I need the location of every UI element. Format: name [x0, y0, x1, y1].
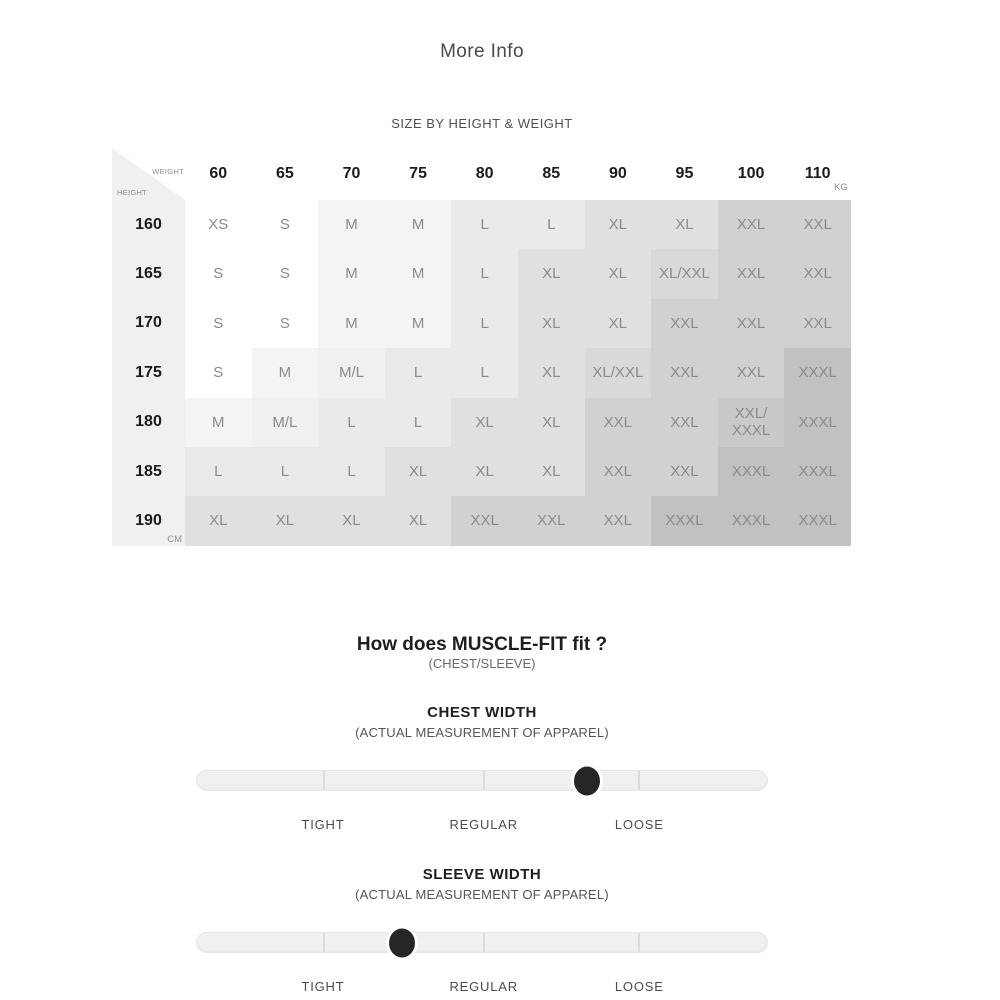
- size-cell: XL: [518, 447, 585, 496]
- size-cell: XXXL: [718, 447, 785, 496]
- scale-label-regular: REGULAR: [449, 979, 518, 994]
- slider-track: [196, 770, 768, 791]
- slider-tick-mark: [638, 933, 640, 952]
- weight-unit-label: KG: [834, 182, 848, 193]
- size-cell: S: [185, 348, 252, 397]
- size-cell: XXL: [651, 447, 718, 496]
- size-cell: XXL: [784, 249, 851, 298]
- height-header-cell: 175: [135, 363, 162, 381]
- slider-tick-mark: [638, 771, 640, 790]
- scale-label-tight: TIGHT: [301, 979, 345, 994]
- height-header-cell: 190: [135, 512, 162, 530]
- size-cell: M: [185, 398, 252, 447]
- size-cell: L: [451, 348, 518, 397]
- weight-header-cell: 70: [342, 165, 361, 182]
- size-cell: M: [385, 200, 452, 249]
- height-header-cells: [112, 200, 185, 546]
- size-cell: M: [318, 200, 385, 249]
- height-header-cell: 170: [135, 314, 162, 332]
- size-cell: XXL: [718, 348, 785, 397]
- size-cell: XL: [518, 299, 585, 348]
- slider-tick-mark: [323, 933, 325, 952]
- size-cell: L: [451, 299, 518, 348]
- size-cell: XL: [185, 496, 252, 545]
- size-cell: XL: [451, 447, 518, 496]
- height-header-cell: 185: [135, 462, 162, 480]
- size-cell: XXL: [784, 200, 851, 249]
- size-cell: L: [385, 348, 452, 397]
- weight-header-cell: 90: [608, 165, 627, 182]
- size-cell: M/L: [252, 398, 319, 447]
- fit-section-subheading: (CHEST/SLEEVE): [428, 656, 536, 671]
- size-cell: XXXL: [784, 447, 851, 496]
- height-header-cell: 160: [135, 215, 162, 233]
- size-cell: L: [318, 398, 385, 447]
- size-cell: L: [318, 447, 385, 496]
- fit-indicator-dot: [571, 763, 603, 798]
- size-cell: XL: [385, 496, 452, 545]
- size-cell: XXXL: [784, 398, 851, 447]
- size-cell: L: [451, 200, 518, 249]
- height-header-cell: 180: [135, 413, 162, 431]
- size-cell: XL: [518, 348, 585, 397]
- size-cell: XXL: [651, 348, 718, 397]
- size-cell: XXL: [784, 299, 851, 348]
- size-cell: XS: [185, 200, 252, 249]
- slider-tick-mark: [483, 771, 485, 790]
- size-cell: XL: [318, 496, 385, 545]
- slider-title: SLEEVE WIDTH: [422, 866, 542, 883]
- scale-label-tight: TIGHT: [301, 817, 345, 832]
- size-cell: XXL: [651, 398, 718, 447]
- weight-header-cell: 110: [804, 165, 831, 182]
- fit-slider-sleeve: [0, 866, 964, 996]
- weight-header-cell: 65: [275, 165, 294, 182]
- size-cell: XXL: [718, 200, 785, 249]
- slider-track: [196, 932, 768, 953]
- size-cell: L: [385, 398, 452, 447]
- size-cell: XL: [518, 249, 585, 298]
- size-cell: XXL: [651, 299, 718, 348]
- weight-axis-label: WEIGHT: [152, 167, 184, 176]
- size-cell: XXL/ XXXL: [718, 398, 785, 447]
- scale-label-loose: LOOSE: [614, 979, 664, 994]
- height-unit-label: CM: [167, 534, 182, 545]
- weight-header-cell: 95: [675, 165, 694, 182]
- size-cell: S: [252, 299, 319, 348]
- table-corner-cell: [112, 148, 185, 200]
- size-cell: XL: [451, 398, 518, 447]
- size-cell: XL: [651, 200, 718, 249]
- size-cell: XL/XXL: [585, 348, 652, 397]
- slider-title: CHEST WIDTH: [427, 704, 537, 721]
- scale-label-regular: REGULAR: [449, 817, 518, 832]
- page-title: More Info: [440, 41, 524, 62]
- size-cell: XL: [585, 299, 652, 348]
- size-cell: L: [451, 249, 518, 298]
- slider-subtitle: (ACTUAL MEASUREMENT OF APPAREL): [355, 725, 609, 740]
- scale-labels-row: [0, 979, 964, 995]
- size-cell: XXL: [718, 249, 785, 298]
- weight-header-cell: 75: [409, 165, 427, 182]
- size-cell: XXL: [451, 496, 518, 545]
- weight-header-cell: 85: [542, 165, 561, 182]
- size-cell: XL: [252, 496, 319, 545]
- slider-tick-mark: [483, 933, 485, 952]
- size-cell: XXXL: [784, 496, 851, 545]
- size-cell: XL: [585, 200, 652, 249]
- slider-tick-mark: [323, 771, 325, 790]
- size-cell: XXL: [718, 299, 785, 348]
- size-cell: S: [185, 299, 252, 348]
- size-cell: S: [252, 249, 319, 298]
- size-cell: XL: [518, 398, 585, 447]
- slider-subtitle: (ACTUAL MEASUREMENT OF APPAREL): [355, 887, 609, 902]
- size-cell: XL/XXL: [651, 249, 718, 298]
- size-cell: L: [518, 200, 585, 249]
- size-chart-table: [112, 148, 851, 546]
- weight-header-cell: 80: [475, 165, 494, 182]
- size-cell: M: [318, 299, 385, 348]
- size-cell: XL: [585, 249, 652, 298]
- size-cell: S: [185, 249, 252, 298]
- size-chart-heading: SIZE BY HEIGHT & WEIGHT: [391, 116, 573, 131]
- scale-labels-row: [0, 817, 964, 833]
- size-cell: M: [385, 249, 452, 298]
- size-cell: XL: [385, 447, 452, 496]
- size-cell: XXL: [585, 398, 652, 447]
- size-cell: M/L: [318, 348, 385, 397]
- size-cell: XXXL: [651, 496, 718, 545]
- size-cell: XXL: [585, 447, 652, 496]
- size-cell: M: [385, 299, 452, 348]
- size-cell: L: [185, 447, 252, 496]
- height-axis-label: HEIGHT: [117, 188, 148, 197]
- size-cell: XXXL: [718, 496, 785, 545]
- weight-header-row: [185, 148, 851, 200]
- height-axis-column: [112, 200, 185, 546]
- fit-slider-chest: [0, 704, 964, 834]
- height-header-cell: 165: [135, 265, 162, 283]
- size-chart-body: [185, 200, 851, 546]
- size-cell: XXL: [518, 496, 585, 545]
- size-cell: S: [252, 200, 319, 249]
- size-cell: M: [318, 249, 385, 298]
- weight-header-cell: 100: [737, 165, 765, 182]
- fit-indicator-dot: [386, 925, 418, 960]
- fit-section-heading: How does MUSCLE-FIT fit ?: [356, 634, 608, 655]
- size-cell: XXXL: [784, 348, 851, 397]
- size-cell: M: [252, 348, 319, 397]
- size-cell: XXL: [585, 496, 652, 545]
- size-cell: L: [252, 447, 319, 496]
- weight-header-cell: 60: [209, 165, 228, 182]
- scale-label-loose: LOOSE: [614, 817, 664, 832]
